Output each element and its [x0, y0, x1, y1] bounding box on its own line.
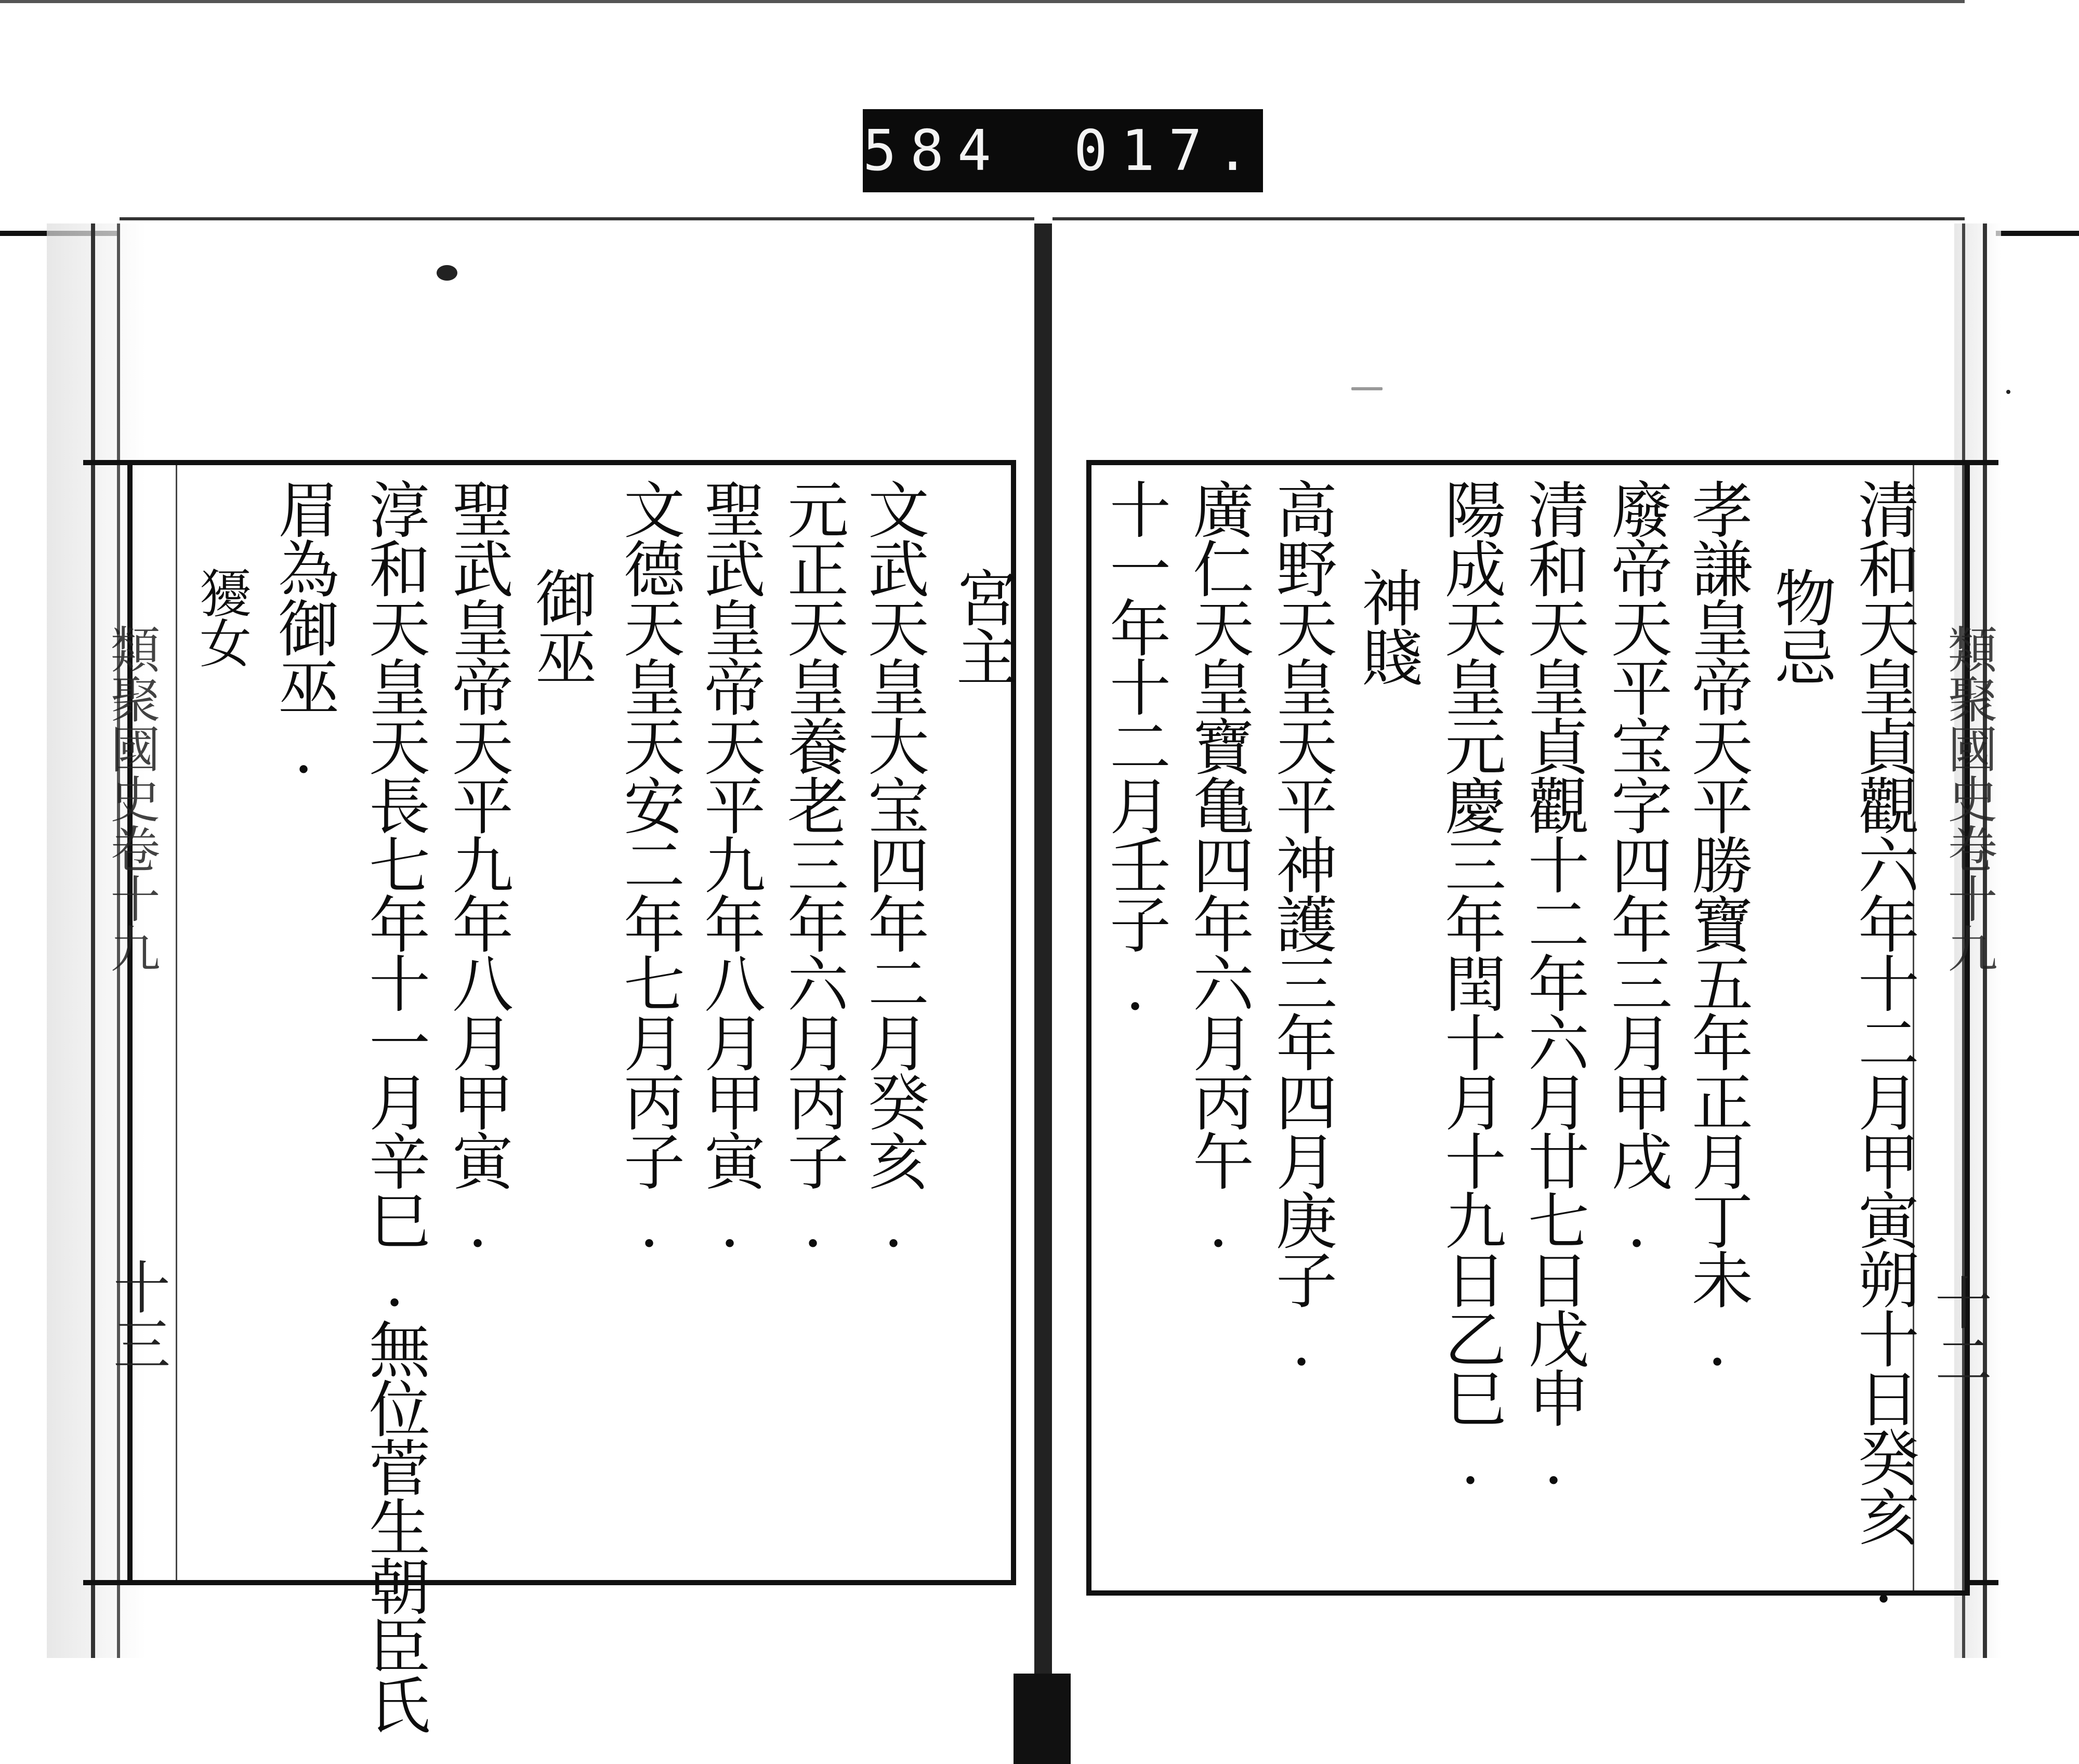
- faint-mark: [1351, 387, 1383, 390]
- right-frame-extension-top: [1967, 460, 1998, 465]
- ink-speck: [437, 265, 457, 281]
- right-col-2-heading: 物忌: [1765, 567, 1836, 685]
- right-col-1: 清和天皇貞觀六年十二月甲寅朔十日癸亥.: [1848, 478, 1919, 1614]
- left-col-9: 眉為御巫.: [268, 478, 339, 785]
- left-col-4: 聖武皇帝天平九年八月甲寅.: [694, 478, 766, 1259]
- right-page-top: [1052, 217, 1965, 220]
- right-col-9: 廣仁天皇寶亀四年六月丙午.: [1182, 478, 1254, 1259]
- right-col-10: 十一年十二月壬子.: [1099, 478, 1171, 1022]
- scan-top-edge: [0, 0, 1965, 3]
- right-col-3: 孝謙皇帝天平勝寶五年正月丁未.: [1681, 478, 1753, 1377]
- left-col-7: 聖武皇帝天平九年八月甲寅.: [442, 478, 514, 1259]
- ink-speck: [2006, 390, 2010, 394]
- left-spine-line: [91, 223, 95, 1658]
- left-col-2: 文武天皇大宝四年二月癸亥.: [858, 478, 929, 1259]
- left-col-3: 元正天皇養老三年六月丙子.: [777, 478, 849, 1259]
- right-page-number: 十二: [1926, 1273, 1992, 1388]
- left-page-number: 十三: [104, 1258, 170, 1372]
- left-col-8: 淳和天皇天長七年十一月辛巳.無位菅生朝臣氏: [359, 478, 430, 1733]
- right-col-6: 陽成天皇元慶三年閏十月十九日乙巳.: [1435, 478, 1506, 1496]
- left-margin-title: 類聚國史卷十九: [102, 624, 161, 973]
- right-col-4: 廢帝天平宝字四年三月甲戌.: [1601, 478, 1673, 1259]
- right-outer-edge: [1996, 231, 2079, 236]
- left-col-10-heading: 獶女: [191, 567, 252, 666]
- left-col-6-heading: 御巫: [525, 567, 597, 685]
- left-page-top: [120, 217, 1034, 220]
- right-col-5: 清和天皇貞觀十二年六月廿七日戊申.: [1518, 478, 1589, 1496]
- frame-number: 017.: [1073, 118, 1263, 183]
- reel-number: 584: [863, 118, 1005, 183]
- left-frame-extension-bottom: [83, 1580, 130, 1585]
- left-inner-rule: [176, 465, 177, 1580]
- left-frame-extension-top: [83, 460, 130, 465]
- book-gutter: [1034, 223, 1052, 1764]
- right-col-8: 高野天皇天平神護三年四月庚子.: [1266, 478, 1337, 1377]
- right-frame-extension-bottom: [1967, 1580, 1998, 1585]
- right-margin-title: 類聚國史卷十九: [1940, 624, 1998, 973]
- microfilm-frame-label: [863, 109, 1263, 192]
- right-col-7-heading: 神賤: [1351, 567, 1423, 685]
- left-col-5: 文德天皇天安二年七月丙子.: [613, 478, 685, 1259]
- left-col-1-heading: 宮主: [946, 567, 1018, 685]
- gutter-shadow: [1014, 1674, 1071, 1764]
